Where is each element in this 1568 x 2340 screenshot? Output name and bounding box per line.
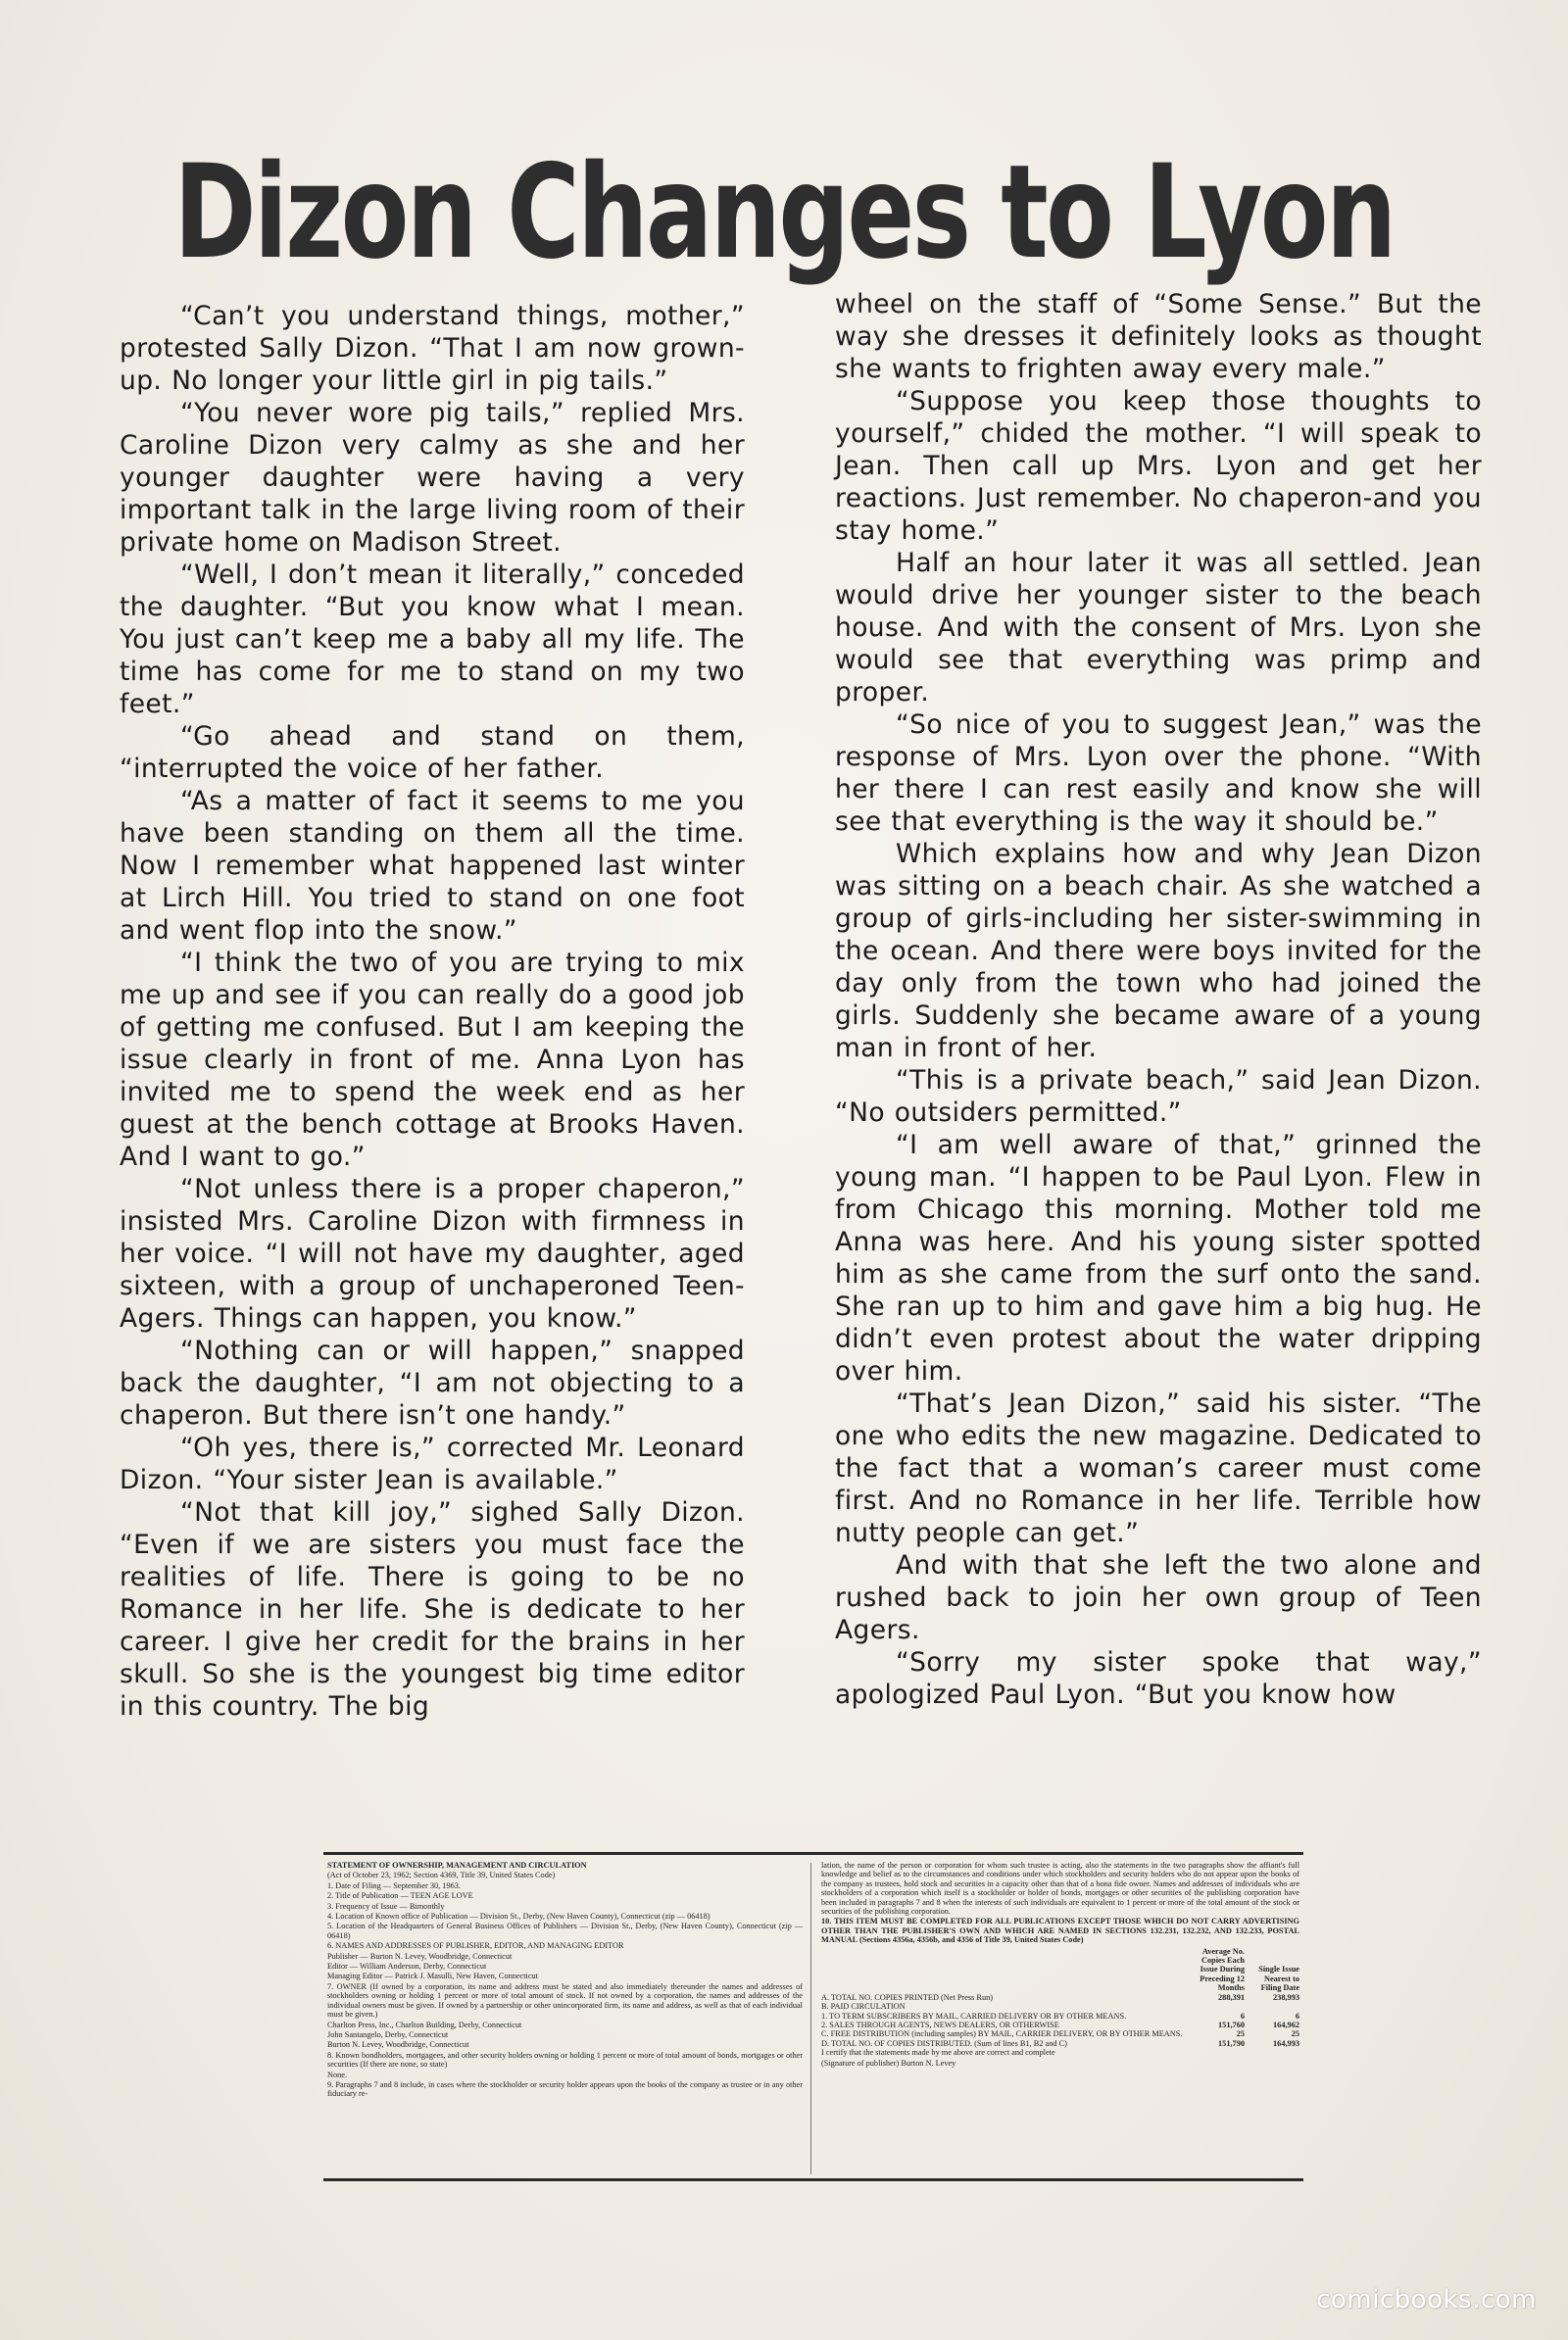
ownership-item: 6. NAMES AND ADDRESSES OF PUBLISHER, EDITOR, AND MANAGING EDITOR	[327, 1941, 624, 1951]
ownership-heading: STATEMENT OF OWNERSHIP, MANAGEMENT AND CIRCULATION	[327, 1861, 587, 1870]
story-paragraph: “This is a private beach,” said Jean Dizon. “No outsiders permitted.”	[835, 1065, 1482, 1128]
story-paragraph: “Oh yes, there is,” corrected Mr. Leonard Dizon. “Your sister Jean is available.”	[120, 1433, 745, 1495]
story-paragraph: “Sorry my sister spoke that way,” apologized Paul Lyon. “But you know how	[835, 1647, 1482, 1710]
ownership-item: John Santangelo, Derby, Connecticut	[327, 2029, 449, 2039]
circulation-value-single: 164,993	[1273, 2038, 1299, 2048]
ownership-item: 4. Location of Known office of Publication — Division St., Derby, (New Haven County), Connecticut (zip — 06418)	[327, 1912, 710, 1922]
ownership-item: Editor — William Anderson, Derby, Connecticut	[327, 1962, 487, 1972]
circulation-label: B. PAID CIRCULATION	[821, 2002, 906, 2012]
circulation-value-single: 164,962	[1273, 2020, 1299, 2029]
circulation-label: C. FREE DISTRIBUTION (including samples) BY MAIL, CARRIER DELIVERY, OR BY OTHER MEANS.	[821, 2029, 1183, 2039]
circulation-value-average: 151,760	[1218, 2020, 1245, 2029]
story-paragraph: And with that she left the two alone and rushed back to join her own group of Teen Agers.	[835, 1550, 1482, 1645]
ownership-statement-left	[327, 1861, 803, 2100]
story-paragraph: “Suppose you keep those thoughts to yourself,” chided the mother. “I will speak to Jean. Then call up Mrs. Lyon and get her reactions. Just remember. No chaperon-and you stay home.”	[835, 386, 1482, 546]
circulation-header-row	[821, 1947, 1299, 1993]
ownership-item: None.	[327, 2070, 348, 2079]
ownership-item: 3. Frequency of Issue — Bimonthly	[327, 1901, 445, 1911]
circulation-row	[821, 2039, 1299, 2048]
story-paragraph: “I am well aware of that,” grinned the young man. “I happen to be Paul Lyon. Flew in from Chicago this morning. Mother told me Anna was here. And his young sister spotted him as she came from the surf onto the sand. She ran up to him and gave him a big hug. He didn’t even protest about the water dripping over him.	[835, 1130, 1482, 1387]
circulation-row	[821, 1993, 1299, 2002]
story-paragraph: “So nice of you to suggest Jean,” was the response of Mrs. Lyon over the phone. “With her there I can rest easily and know she will see that everything is the way it should be.”	[835, 709, 1482, 837]
circulation-value-single	[1245, 2002, 1299, 2011]
circulation-value-average	[1190, 2002, 1245, 2011]
ownership-item: lation, the name of the person or corporation for whom such trustee is acting, also the statements in the two paragraphs show the affiant's full knowledge and belief as to the circumstances and conditions under which stockholders and security holders who do not appear upon the books of the company as trustees, hold stock and securities in a capacity other than that of a bona fide owner. Names and addresses of individuals who are stockholders of a corporation which itself is a stockholder or holder of bonds, mortgages or other securities of the publishing corporation have been included in paragraphs 7 and 8 when the interests of such individuals are equivalent to 1 percent or more of the total amount of the stock or securities of the publishing corporation.	[821, 1861, 1299, 1917]
ownership-item: Burton N. Levey, Woodbridge, Connecticut	[327, 2040, 469, 2050]
story-right-column	[835, 288, 1482, 1711]
ownership-item: 9. Paragraphs 7 and 8 include, in cases where the stockholder or security holder appears upon the books of the company as trustee or in any other fiduciary re-	[327, 2079, 803, 2099]
ownership-statement	[323, 1852, 1303, 2181]
story-paragraph: “That’s Jean Dizon,” said his sister. “The one who edits the new magazine. Dedicated to the fact that a woman’s career must come first. And no Romance in her life. Terrible how nutty people can get.”	[835, 1389, 1482, 1548]
circulation-value-single: 238,993	[1273, 1992, 1299, 2002]
circulation-row	[821, 2012, 1299, 2021]
story-paragraph: “Nothing can or will happen,” snapped back the daughter, “I am not objecting to a chaperon. But there isn’t one handy.”	[120, 1336, 745, 1431]
circulation-table	[821, 1947, 1299, 2048]
circulation-row	[821, 2029, 1299, 2038]
story-paragraph: “As a matter of fact it seems to me you have been standing on them all the time. Now I remember what happened last winter at Lirch Hill. You tried to stand on one foot and went flop into the snow.”	[120, 786, 745, 946]
ownership-item: 5. Location of the Headquarters of General Business Offices of Publishers — Division St., Derby, (New Haven County), Connecticut (zip — 06418)	[327, 1922, 803, 1940]
story-left-column	[120, 300, 745, 1723]
circulation-label: A. TOTAL NO. COPIES PRINTED (Net Press Run)	[821, 1992, 994, 2002]
circulation-value-single: 6	[1295, 2011, 1299, 2021]
ownership-item: 1. Date of Filing — September 30, 1963.	[327, 1880, 461, 1890]
circulation-value-average: 288,391	[1218, 1992, 1245, 2002]
story-paragraph: “Not unless there is a proper chaperon,” insisted Mrs. Caroline Dizon with firmness in her voice. “I will not have my daughter, aged sixteen, with a group of unchaperoned Teen-Agers. Things can happen, you know.”	[120, 1174, 745, 1334]
story-paragraph-continued: wheel on the staff of “Some Sense.” But the way she dresses it definitely looks as thought she wants to frighten away every male.”	[835, 289, 1482, 384]
story-title: Dizon Changes to Lyon	[173, 135, 1395, 288]
ownership-item: 2. Title of Publication — TEEN AGE LOVE	[327, 1891, 473, 1901]
ownership-divider	[810, 1863, 811, 2174]
ownership-item: Managing Editor — Patrick J. Masulli, New Haven, Connecticut	[327, 1972, 538, 1981]
ownership-item: 10. THIS ITEM MUST BE COMPLETED FOR ALL PUBLICATIONS EXCEPT THOSE WHICH DO NOT CARRY ADVERTISING OTHER THAN THE PUBLISHER'S OWN AND WHICH ARE NAMED IN SECTIONS 132.231, 132.232, AND 132.233, POSTAL MANUAL (Sections 4356a, 4356b, and 4356 of Title 39, United States Code)	[821, 1917, 1299, 1945]
story-paragraph: Which explains how and why Jean Dizon was sitting on a beach chair. As she watched a group of girls-including her sister-swimming in the ocean. And there were boys invited for the day only from the town who had joined the girls. Suddenly she became aware of a young man in front of her.	[835, 839, 1482, 1063]
circulation-row	[821, 2021, 1299, 2029]
ownership-certification: I certify that the statements made by me above are correct and complete	[821, 2048, 1055, 2058]
ownership-item: Charlton Press, Inc., Charlton Building, Derby, Connecticut	[327, 2020, 522, 2029]
story-paragraph: Half an hour later it was all settled. Jean would drive her younger sister to the beach house. And with the consent of Mrs. Lyon she would see that everything was primp and proper.	[835, 548, 1482, 707]
circulation-label: D. TOTAL NO. OF COPIES DISTRIBUTED. (Sum of lines B1, B2 and C)	[821, 2038, 1067, 2048]
circulation-value-average: 25	[1236, 2029, 1245, 2039]
circulation-label: 2. SALES THROUGH AGENTS, NEWS DEALERS, OR OTHERWISE	[821, 2020, 1059, 2029]
story-paragraph: “Well, I don’t mean it literally,” conceded the daughter. “But you know what I mean. You just can’t keep me a baby all my life. The time has come for me to stand on my two feet.”	[120, 560, 745, 719]
story-paragraph: “Go ahead and stand on them, “interrupted the voice of her father.	[120, 721, 745, 784]
circulation-label: 1. TO TERM SUBSCRIBERS BY MAIL, CARRIED DELIVERY OR BY OTHER MEANS.	[821, 2011, 1127, 2021]
ownership-item: 8. Known bondholders, mortgagees, and other security holders owning or holding 1 percent or more of total amount of bonds, mortgages or other securities (If there are none, so state)	[327, 2050, 803, 2070]
ownership-statement-right	[821, 1861, 1299, 2069]
site-watermark: comicbooks.com	[1316, 2285, 1537, 2315]
story-paragraph: “Not that kill joy,” sighed Sally Dizon. “Even if we are sisters you must face the realities of life. There is going to be no Romance in her life. She is dedicate to her career. I give her credit for the brains in her skull. So she is the youngest big time editor in this country. The big	[120, 1497, 745, 1722]
ownership-signature: (Signature of publisher) Burton N. Levey	[821, 2058, 956, 2068]
ownership-item: 7. OWNER (If owned by a corporation, its name and address must be stated and also immediately thereunder the names and addresses of stockholders owning or holding 1 percent or more of total amount of stock. If not owned by a corporation, the names and addresses of the individual owners must be given. If owned by a partnership or other unincorporated firm, its name and address, as well as that of each individual must be given.)	[327, 1981, 803, 2020]
circulation-value-single: 25	[1291, 2029, 1299, 2039]
circulation-header-average: Average No. Copies Each Issue During Preceding 12 Months	[1200, 1946, 1245, 1993]
story-paragraph: “You never wore pig tails,” replied Mrs. Caroline Dizon very calmy as she and her younger daughter were having a very important talk in the large living room of their private home on Madison Street.	[120, 398, 745, 558]
story-paragraph: “I think the two of you are trying to mix me up and see if you can really do a good job of getting me confused. But I am keeping the issue clearly in front of me. Anna Lyon has invited me to spend the week end as her guest at the bench cottage at Brooks Haven. And I want to go.”	[120, 948, 745, 1172]
story-paragraph: “Can’t you understand things, mother,” protested Sally Dizon. “That I am now grown-up. No longer your little girl in pig tails.”	[120, 301, 745, 396]
ownership-item: (Act of October 23, 1962; Section 4369, Title 39, United States Code)	[327, 1871, 556, 1880]
circulation-value-average: 6	[1240, 2011, 1245, 2021]
ownership-item: Publisher — Burton N. Levey, Woodbridge, Connecticut	[327, 1951, 513, 1961]
circulation-header-single: Single Issue Nearest to Filing Date	[1258, 1965, 1299, 1993]
circulation-row	[821, 2002, 1299, 2011]
circulation-value-average: 151,790	[1218, 2038, 1245, 2048]
